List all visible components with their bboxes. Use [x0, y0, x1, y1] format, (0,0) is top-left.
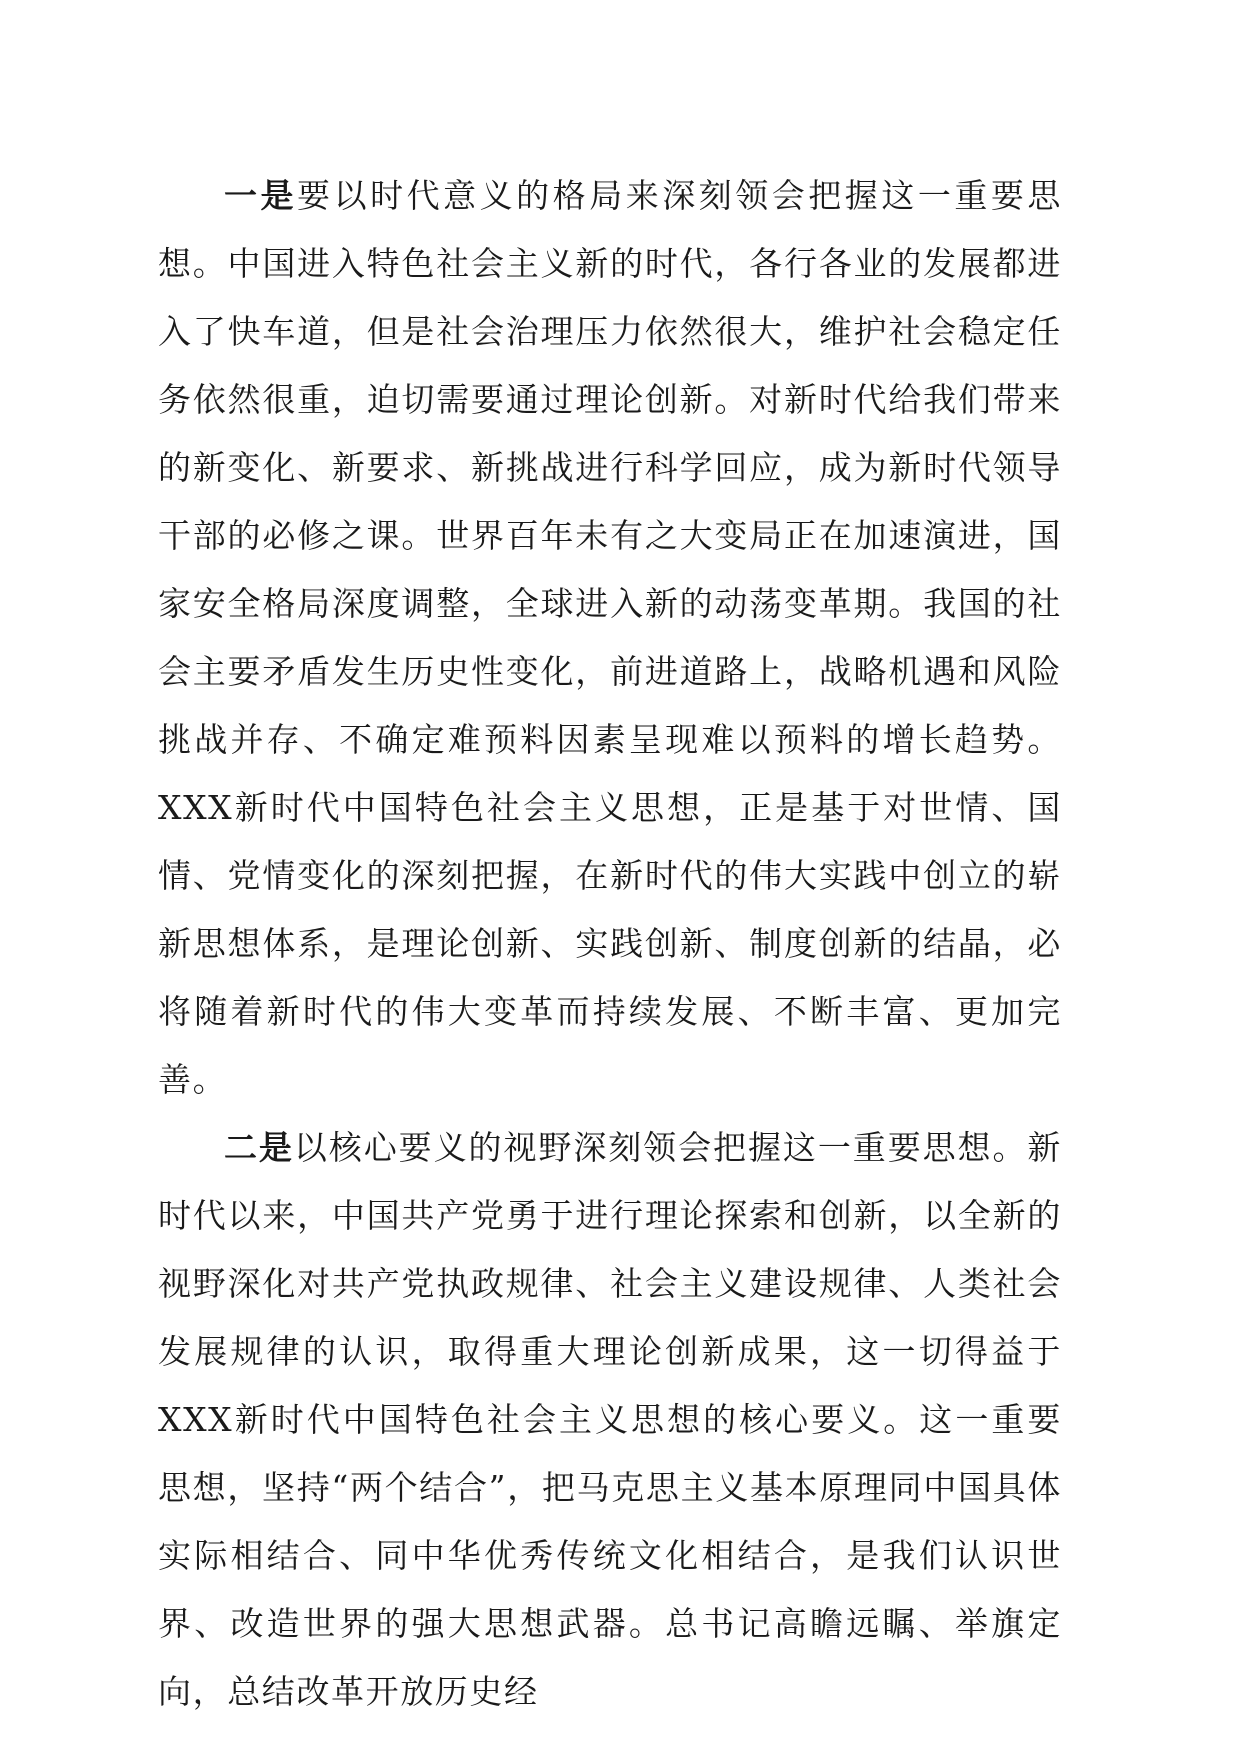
paragraph-1: [158, 162, 1062, 1114]
paragraph-2: [158, 1114, 1062, 1726]
paragraph-2-lead: 二是: [224, 1128, 294, 1167]
document-body: [158, 162, 1062, 1726]
paragraph-1-text: 要以时代意义的格局来深刻领会把握这一重要思想。中国进入特色社会主义新的时代，各行各业的发展都进入了快车道，但是社会治理压力依然很大，维护社会稳定任务依然很重，迫切需要通过理论创新。对新时代给我们带来的新变化、新要求、新挑战进行科学回应，成为新时代领导干部的必修之课。世界百年未有之大变局正在加速演进，国家安全格局深度调整，全球进入新的动荡变革期。我国的社会主要矛盾发生历史性变化，前进道路上，战略机遇和风险挑战并存、不确定难预料因素呈现难以预料的增长趋势。XXX新时代中国特色社会主义思想，正是基于对世情、国情、党情变化的深刻把握，在新时代的伟大实践中创立的崭新思想体系，是理论创新、实践创新、制度创新的结晶，必将随着新时代的伟大变革而持续发展、不断丰富、更加完善。: [158, 176, 1062, 1099]
paragraph-2-text: 以核心要义的视野深刻领会把握这一重要思想。新时代以来，中国共产党勇于进行理论探索和创新，以全新的视野深化对共产党执政规律、社会主义建设规律、人类社会发展规律的认识，取得重大理论创新成果，这一切得益于XXX新时代中国特色社会主义思想的核心要义。这一重要思想，坚持“两个结合”，把马克思主义基本原理同中国具体实际相结合、同中华优秀传统文化相结合，是我们认识世界、改造世界的强大思想武器。总书记高瞻远瞩、举旗定向，总结改革开放历史经: [158, 1128, 1063, 1711]
paragraph-1-lead: 一是: [224, 176, 298, 215]
